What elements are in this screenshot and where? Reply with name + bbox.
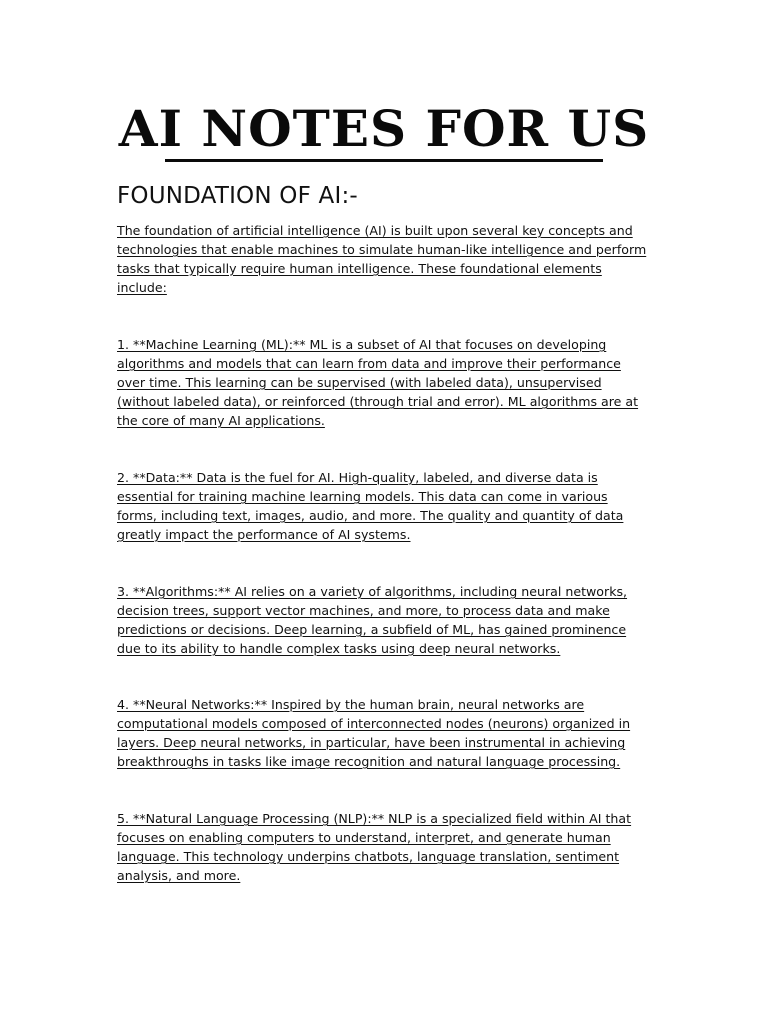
paragraph-line: 3. **Algorithms:** AI relies on a variety of algorithms, including neural networks, <box>117 584 628 599</box>
paragraph-line: 1. **Machine Learning (ML):** ML is a subset of AI that focuses on developing <box>117 337 607 352</box>
paragraph-line: language. This technology underpins chatbots, language translation, sentiment <box>117 849 620 864</box>
machine-learning-paragraph <box>117 335 657 430</box>
paragraph-line: due to its ability to handle complex tasks using deep neural networks. <box>117 641 561 656</box>
nlp-paragraph <box>117 809 657 885</box>
paragraph-line: layers. Deep neural networks, in particular, have been instrumental in achieving <box>117 735 626 750</box>
paragraph-line: 5. **Natural Language Processing (NLP):** NLP is a specialized field within AI that <box>117 811 632 826</box>
paragraph-line: The foundation of artificial intelligence (AI) is built upon several key concepts and <box>117 223 633 238</box>
title-underline-rule <box>165 159 603 162</box>
data-paragraph <box>117 468 657 544</box>
paragraph-line: forms, including text, images, audio, and more. The quality and quantity of data <box>117 508 624 523</box>
neural-networks-paragraph <box>117 695 657 771</box>
paragraph-line: algorithms and models that can learn from data and improve their performance <box>117 356 621 371</box>
paragraph-line: decision trees, support vector machines, and more, to process data and make <box>117 603 610 618</box>
intro-paragraph <box>117 221 657 297</box>
paragraph-line: computational models composed of interconnected nodes (neurons) organized in <box>117 716 631 731</box>
paragraph-line: the core of many AI applications. <box>117 413 325 428</box>
paragraph-line: (without labeled data), or reinforced (through trial and error). ML algorithms are at <box>117 394 639 409</box>
page-title: AI NOTES FOR US <box>118 99 650 158</box>
paragraph-line: breakthroughs in tasks like image recognition and natural language processing. <box>117 754 621 769</box>
paragraph-line: include: <box>117 280 167 295</box>
paragraph-line: 2. **Data:** Data is the fuel for AI. High-quality, labeled, and diverse data is <box>117 470 598 485</box>
algorithms-paragraph <box>117 582 657 658</box>
paragraph-line: predictions or decisions. Deep learning, a subfield of ML, has gained prominence <box>117 622 627 637</box>
paragraph-line: greatly impact the performance of AI systems. <box>117 527 411 542</box>
paragraph-line: 4. **Neural Networks:** Inspired by the human brain, neural networks are <box>117 697 585 712</box>
paragraph-line: essential for training machine learning models. This data can come in various <box>117 489 608 504</box>
paragraph-line: analysis, and more. <box>117 868 241 883</box>
paragraph-line: technologies that enable machines to simulate human-like intelligence and perform <box>117 242 647 257</box>
section-heading: FOUNDATION OF AI:- <box>117 183 358 209</box>
paragraph-line: focuses on enabling computers to understand, interpret, and generate human <box>117 830 611 845</box>
paragraph-line: tasks that typically require human intelligence. These foundational elements <box>117 261 602 276</box>
paragraph-line: over time. This learning can be supervised (with labeled data), unsupervised <box>117 375 602 390</box>
